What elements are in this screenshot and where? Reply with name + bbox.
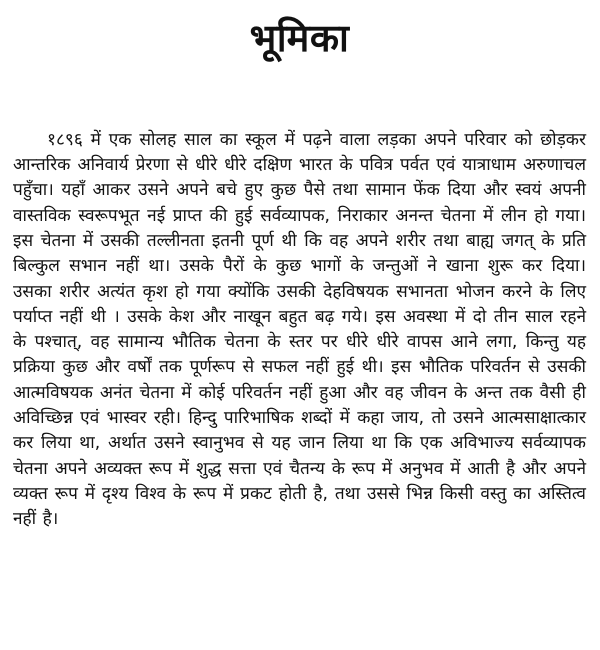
page-title: भूमिका <box>249 16 350 60</box>
body-paragraph: १८९६ में एक सोलह साल का स्कूल में पढ़ने वाला लड़का अपने परिवार को छोड़कर आन्तरिक अनिवार्य प्रेरणा से धीरे धीरे दक्षिण भारत के पवित्र पर्वत एवं यात्राधाम अरुणाचल पहुँचा। यहाँ आकर उसने अपने बचे हुए कुछ पैसे तथा सामान फेंक दिया और स्वयं अपनी वास्तविक स्वरूपभूत नई प्राप्त की हुई सर्वव्यापक, निराकार अनन्त चेतना में लीन हो गया। इस चेतना में उसकी तल्लीनता इतनी पूर्ण थी कि वह अपने शरीर तथा बाह्य जगत् के प्रति बिल्कुल सभान नहीं था। उसके पैरों के कुछ भागों के जन्तुओं ने खाना शुरू कर दिया। उसका शरीर अत्यंत कृश हो गया क्योंकि उसकी देहविषयक सभानता भोजन करने के लिए पर्याप्त नहीं थी । उसके केश और नाखून बहुत बढ़ गये। इस अवस्था में दो तीन साल रहने के पश्चात्, वह सामान्य भौतिक चेतना के स्तर पर धीरे धीरे वापस आने लगा, किन्तु यह प्रक्रिया कुछ और वर्षों तक पूर्णरूप से सफल नहीं हुई थी। इस भौतिक परिवर्तन से उसकी आत्मविषयक अनंत चेतना में कोई परिवर्तन नहीं हुआ और वह जीवन के अन्त तक वैसी ही अविच्छिन्न एवं भास्वर रही। हिन्दु पारिभाषिक शब्दों में कहा जाय, तो उसने आत्मसाक्षात्कार कर लिया था, अर्थात उसने स्वानुभव से यह जान लिया था कि एक अविभाज्य सर्वव्यापक चेतना अपने अव्यक्त रूप में शुद्ध सत्ता एवं चैतन्य के रूप में अनुभव में आती है और अपने व्यक्त रूप में दृश्य विश्व के रूप में प्रकट होती है, तथा उससे भिन्न किसी वस्तु का अस्तित्व नहीं है। <box>13 129 586 530</box>
